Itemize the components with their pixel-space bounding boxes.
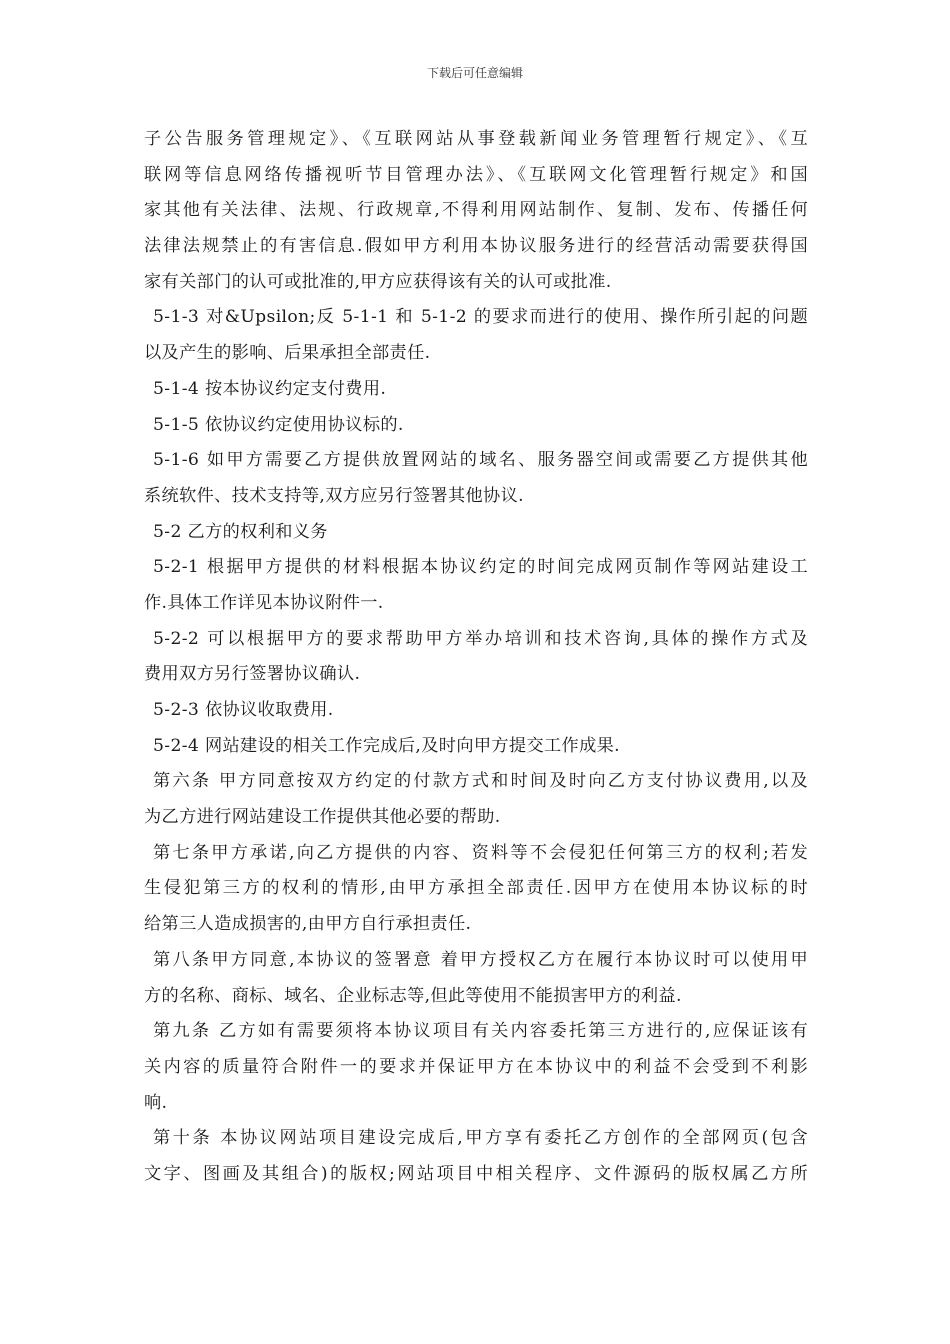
text-line: 5-1-3 对&Upsilon;反 5-1-1 和 5-1-2 的要求而进行的使用、操作所引起的问题	[153, 307, 808, 328]
text-line: 关内容的质量符合附件一的要求并保证甲方在本协议中的利益不会受到不利影	[144, 1056, 808, 1077]
text-line: 第八条甲方同意,本协议的签署意 着甲方授权乙方在履行本协议时可以使用甲	[153, 949, 808, 970]
text-line: 文字、图画及其组合)的版权;网站项目中相关程序、文件源码的版权属乙方所	[144, 1163, 808, 1184]
text-line: 联网等信息网络传播视听节目管理办法》、《互联网文化管理暂行规定》和国	[144, 164, 808, 185]
text-line: 5-2-4 网站建设的相关工作完成后,及时向甲方提交工作成果.	[153, 735, 620, 756]
text-line: 5-1-6 如甲方需要乙方提供放置网站的域名、服务器空间或需要乙方提供其他	[153, 450, 808, 471]
text-line: 第六条 甲方同意按双方约定的付款方式和时间及时向乙方支付协议费用,以及	[153, 771, 808, 792]
text-line: 为乙方进行网站建设工作提供其他必要的帮助.	[144, 807, 501, 828]
text-line: 家其他有关法律、法规、行政规章,不得利用网站制作、复制、发布、传播任何	[144, 200, 808, 221]
page-header: 下载后可任意编辑	[426, 66, 523, 80]
text-line: 费用双方另行签署协议确认.	[144, 664, 361, 685]
text-line: 第九条 乙方如有需要须将本协议项目有关内容委托第三方进行的,应保证该有	[153, 1021, 808, 1042]
text-line: 生侵犯第三方的权利的情形,由甲方承担全部责任.因甲方在使用本协议标的时	[144, 878, 808, 899]
text-line: 第十条 本协议网站项目建设完成后,甲方享有委托乙方创作的全部网页(包含	[153, 1128, 808, 1149]
text-line: 方的名称、商标、域名、企业标志等,但此等使用不能损害甲方的利益.	[144, 985, 682, 1006]
text-line: 第七条甲方承诺,向乙方提供的内容、资料等不会侵犯任何第三方的权利;若发	[153, 842, 808, 863]
text-line: 系统软件、技术支持等,双方应另行签署其他协议.	[144, 485, 524, 506]
text-line: 家有关部门的认可或批准的,甲方应获得该有关的认可或批准.	[144, 271, 612, 292]
text-line: 5-2 乙方的权利和义务	[153, 521, 328, 542]
text-line: 作.具体工作详见本协议附件一.	[144, 592, 384, 613]
text-line: 5-1-4 按本协议约定支付费用.	[153, 378, 387, 399]
text-line: 给第三人造成损害的,由甲方自行承担责任.	[144, 914, 472, 935]
text-line: 5-2-1 根据甲方提供的材料根据本协议约定的时间完成网页制作等网站建设工	[153, 557, 808, 578]
text-line: 法律法规禁止的有害信息.假如甲方利用本协议服务进行的经营活动需要获得国	[144, 236, 808, 257]
text-line: 子公告服务管理规定》、《互联网站从事登载新闻业务管理暂行规定》、《互	[144, 129, 808, 149]
text-line: 响.	[144, 1092, 168, 1113]
text-line: 5-1-5 依协议约定使用协议标的.	[153, 414, 404, 435]
text-line: 5-2-3 依协议收取费用.	[153, 700, 334, 720]
text-line: 5-2-2 可以根据甲方的要求帮助甲方举办培训和技术咨询,具体的操作方式及	[153, 628, 808, 649]
text-line: 以及产生的影响、后果承担全部责任.	[144, 343, 431, 364]
document-body	[144, 122, 808, 1193]
